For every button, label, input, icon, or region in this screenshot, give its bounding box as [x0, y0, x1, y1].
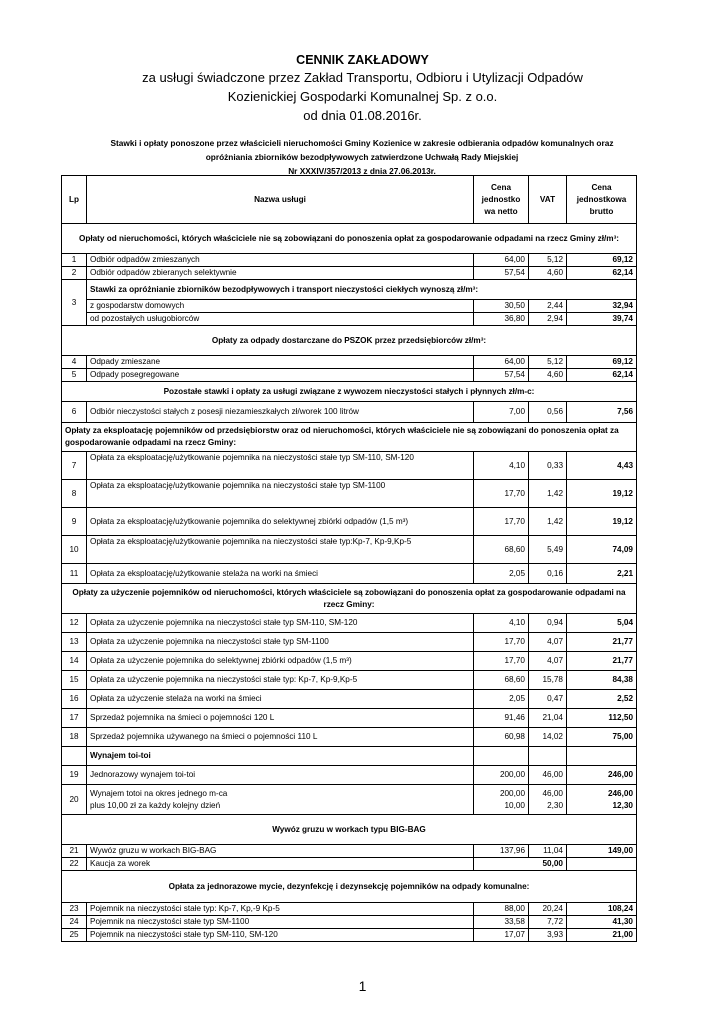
- table-row: 8 Opłata za eksploatację/użytkowanie pojemnika na nieczystości stałe typ SM-1100 17,70 1,42 19,12: [62, 480, 637, 508]
- table-row: 1 Odbiór odpadów zmieszanych 64,00 5,12 69,12: [62, 254, 637, 267]
- table-row: 23 Pojemnik na nieczystości stałe typ: Kp-7, Kp,-9 Kp-5 88,00 20,24 108,24: [62, 903, 637, 916]
- intro-line-3: Nr XXXIV/357/2013 z dnia 27.06.2013r.: [288, 166, 436, 176]
- section-row: [62, 747, 637, 766]
- intro-text: [62, 136, 662, 178]
- table-row: 12 Opłata za użyczenie pojemnika na nieczystości stałe typ SM-110, SM-120 4,10 0,94 5,04: [62, 614, 637, 633]
- page-number: 1: [358, 978, 367, 994]
- table-row: 19 Jednorazowy wynajem toi-toi 200,00 46,00 246,00: [62, 766, 637, 785]
- table-row: 25 Pojemnik na nieczystości stałe typ SM-110, SM-120 17,07 3,93 21,00: [62, 929, 637, 942]
- section-row: [62, 423, 637, 452]
- section-title: Opłata za jednorazowe mycie, dezynfekcję i dezynsekcję pojemników na odpady komunalne:: [62, 871, 637, 903]
- section-row: [62, 871, 637, 903]
- document-title: CENNIK ZAKŁADOWY: [296, 53, 429, 67]
- table-row: 11 Opłata za eksploatację/użytkowanie stelaża na worki na śmieci 2,05 0,16 2,21: [62, 564, 637, 584]
- table-row: 24 Pojemnik na nieczystości stałe typ SM-1100 33,58 7,72 41,30: [62, 916, 637, 929]
- effective-date: od dnia 01.08.2016r.: [303, 108, 422, 123]
- section-row: [62, 382, 637, 402]
- section-title: Wynajem toi-toi: [87, 747, 474, 766]
- section-title: Opłaty za eksploatację pojemników od przedsiębiorstw oraz od nieruchomości, których właściciele nie są zobowiązani do ponoszenia opłat za gospodarowanie odpadami na rzecz Gminy:: [62, 423, 637, 452]
- table-row: 15 Opłata za użyczenie pojemnika na nieczystości stałe typ: Kp-7, Kp-9,Kp-5 68,60 15,78 84,38: [62, 671, 637, 690]
- table-header-row: [62, 176, 637, 224]
- table-row: 6 Odbiór nieczystości stałych z posesji niezamieszkałych zł/worek 100 litrów 7,00 0,56 7,56: [62, 402, 637, 423]
- table-row: 7 Opłata za eksploatację/użytkowanie pojemnika na nieczystości stałe typ SM-110, SM-120 4,10 0,33 4,43: [62, 452, 637, 480]
- table-row: 4 Odpady zmieszane 64,00 5,12 69,12: [62, 356, 637, 369]
- table-row: 17 Sprzedaż pojemnika na śmieci o pojemności 120 L 91,46 21,04 112,50: [62, 709, 637, 728]
- table-row: 9 Opłata za eksploatację/użytkowanie pojemnika do selektywnej zbiórki odpadów (1,5 m³) 17,70 1,42 19,12: [62, 508, 637, 536]
- table-row: 3 Stawki za opróżnianie zbiorników bezodpływowych i transport nieczystości ciekłych wynoszą zł/m³:: [62, 280, 637, 300]
- section-title: Pozostałe stawki i opłaty za usługi związane z wywozem nieczystości stałych i płynnych zł/m-c:: [62, 382, 637, 402]
- section-title: Opłaty za użyczenie pojemników od nieruchomości, których właściciele są zobowiązani do ponoszenia opłat za gospodarowanie odpadami na rzecz Gminy:: [62, 584, 637, 614]
- table-row: 14 Opłata za użyczenie pojemnika do selektywnej zbiórki odpadów (1,5 m³) 17,70 4,07 21,77: [62, 652, 637, 671]
- section-row: [62, 224, 637, 254]
- col-vat: VAT: [529, 176, 567, 224]
- col-lp: Lp: [62, 176, 87, 224]
- section-row: [62, 815, 637, 845]
- section-title: Opłaty za odpady dostarczane do PSZOK przez przedsiębiorców zł/m³:: [62, 326, 637, 356]
- section-row: [62, 326, 637, 356]
- table-row: 2 Odbiór odpadów zbieranych selektywnie 57,54 4,60 62,14: [62, 267, 637, 280]
- table-row: od pozostałych usługobiorców 36,80 2,94 39,74: [62, 313, 637, 326]
- subtitle-line-1: za usługi świadczone przez Zakład Transportu, Odbioru i Utylizacji Odpadów: [142, 70, 583, 85]
- col-name: Nazwa usługi: [87, 176, 474, 224]
- intro-line-2: opróżniania zbiorników bezodpływowych zatwierdzone Uchwałą Rady Miejskiej: [205, 152, 519, 162]
- table-row: 13 Opłata za użyczenie pojemnika na nieczystości stałe typ SM-1100 17,70 4,07 21,77: [62, 633, 637, 652]
- section-title: Stawki za opróżnianie zbiorników bezodpływowych i transport nieczystości ciekłych wynoszą zł/m³:: [87, 280, 637, 300]
- col-gross: Cena jednostkowa brutto: [567, 176, 637, 224]
- table-row: z gospodarstw domowych 30,50 2,44 32,94: [62, 300, 637, 313]
- table-row: 18 Sprzedaż pojemnika używanego na śmieci o pojemności 110 L 60,98 14,02 75,00: [62, 728, 637, 747]
- table-row: 5 Odpady posegregowane 57,54 4,60 62,14: [62, 369, 637, 382]
- table-row: 22 Kaucja za worek 50,00: [62, 858, 637, 871]
- table-row: 10 Opłata za eksploatację/użytkowanie pojemnika na nieczystości stałe typ:Kp-7, Kp-9,Kp-5 68,60 5,49 74,09: [62, 536, 637, 564]
- subtitle-line-2: Kozienickiej Gospodarki Komunalnej Sp. z o.o.: [227, 89, 498, 104]
- table-row: 20 Wynajem totoi na okres jednego m-ca plus 10,00 zł za każdy kolejny dzień 200,00 10,00 46,00 2,30 246,00 12,30: [62, 785, 637, 815]
- section-row: [62, 584, 637, 614]
- table-row: 21 Wywóz gruzu w workach BIG-BAG 137,96 11,04 149,00: [62, 845, 637, 858]
- section-title: Wywóz gruzu w workach typu BIG-BAG: [62, 815, 637, 845]
- section-title: Opłaty od nieruchomości, których właściciele nie są zobowiązani do ponoszenia opłat za gospodarowanie odpadami na rzecz Gminy zł/m³:: [62, 224, 637, 254]
- intro-line-1: Stawki i opłaty ponoszone przez właścicieli nieruchomości Gminy Kozienice w zakresie odbierania odpadów komunalnych oraz: [110, 138, 614, 148]
- price-table: [61, 175, 637, 942]
- col-net: Cena jednostko wa netto: [474, 176, 529, 224]
- table-row: 16 Opłata za użyczenie stelaża na worki na śmieci 2,05 0,47 2,52: [62, 690, 637, 709]
